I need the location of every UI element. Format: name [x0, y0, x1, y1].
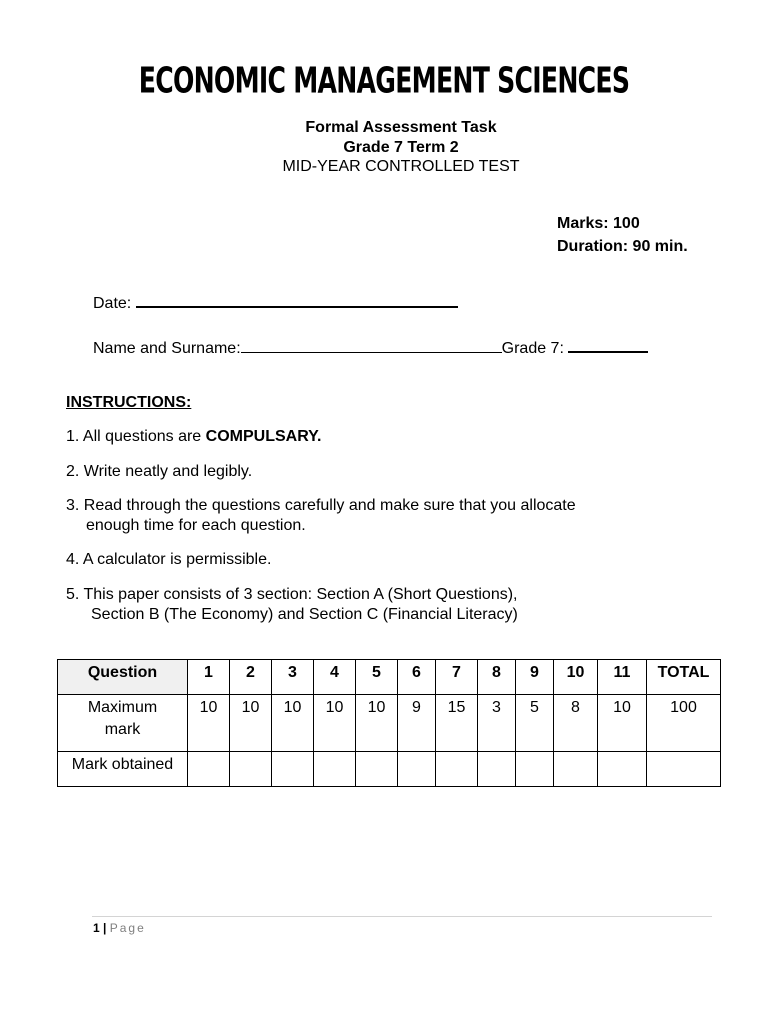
maximum-mark-label: [58, 695, 188, 752]
mark-obtained-cell[interactable]: [356, 752, 398, 787]
max-mark-cell: 10: [272, 695, 314, 752]
question-number: 7: [436, 660, 478, 695]
name-blank[interactable]: [241, 336, 502, 353]
maximum-mark-label-line1: Maximum: [87, 699, 158, 716]
total-marks: Marks: 100: [557, 215, 640, 232]
mark-obtained-cell[interactable]: [314, 752, 356, 787]
name-label: Name and Surname:: [93, 340, 241, 357]
question-number: 10: [554, 660, 598, 695]
mark-obtained-cell[interactable]: [398, 752, 436, 787]
instruction-item-continued: Section B (The Economy) and Section C (Financial Literacy): [91, 606, 518, 623]
instruction-item: 3. Read through the questions carefully and make sure that you allocate: [66, 497, 576, 514]
mark-obtained-label: Mark obtained: [58, 752, 188, 787]
instructions-heading: INSTRUCTIONS:: [66, 394, 192, 411]
total-header: TOTAL: [647, 660, 721, 695]
instruction-item: 4. A calculator is permissible.: [66, 551, 272, 568]
max-total-cell: 100: [647, 695, 721, 752]
question-number: 6: [398, 660, 436, 695]
mark-obtained-cell[interactable]: [188, 752, 230, 787]
question-number: 5: [356, 660, 398, 695]
question-number: 3: [272, 660, 314, 695]
task-type: Formal Assessment Task: [305, 119, 497, 136]
instruction-item: 5. This paper consists of 3 section: Section A (Short Questions),: [66, 586, 518, 603]
document-title: ECONOMIC MANAGEMENT SCIENCES: [138, 60, 630, 103]
duration: Duration: 90 min.: [557, 238, 688, 255]
marks-table: [57, 659, 721, 787]
question-number: 8: [478, 660, 516, 695]
max-mark-cell: 3: [478, 695, 516, 752]
date-label: Date:: [93, 295, 136, 312]
test-name: MID-YEAR CONTROLLED TEST: [282, 158, 520, 175]
grade-blank[interactable]: [568, 335, 648, 353]
max-mark-cell: 10: [356, 695, 398, 752]
footer-divider: [92, 916, 712, 917]
mark-obtained-cell[interactable]: [554, 752, 598, 787]
instruction-item: 2. Write neatly and legibly.: [66, 463, 253, 480]
question-number: 2: [230, 660, 272, 695]
mark-obtained-cell[interactable]: [230, 752, 272, 787]
max-mark-cell: 15: [436, 695, 478, 752]
question-number: 4: [314, 660, 356, 695]
max-mark-cell: 10: [314, 695, 356, 752]
mark-obtained-total-cell[interactable]: [647, 752, 721, 787]
instruction-1-text: 1. All questions are: [66, 428, 206, 445]
max-mark-cell: 8: [554, 695, 598, 752]
question-number: 11: [598, 660, 647, 695]
max-mark-cell: 10: [188, 695, 230, 752]
mark-obtained-cell[interactable]: [478, 752, 516, 787]
mark-obtained-cell[interactable]: [272, 752, 314, 787]
question-number: 9: [516, 660, 554, 695]
date-field: [93, 290, 458, 315]
page-number: 1: [93, 921, 100, 935]
table-row: [58, 752, 721, 787]
max-mark-cell: 10: [230, 695, 272, 752]
mark-obtained-cell[interactable]: [598, 752, 647, 787]
page-separator: |: [99, 921, 110, 935]
name-field: [93, 335, 648, 360]
grade-label: Grade 7:: [501, 340, 569, 357]
instruction-1-emphasis: COMPULSARY.: [205, 428, 322, 445]
question-number: 1: [188, 660, 230, 695]
instruction-item-continued: enough time for each question.: [86, 517, 306, 534]
max-mark-cell: 5: [516, 695, 554, 752]
table-row: [58, 695, 721, 752]
instruction-item: [66, 427, 322, 447]
page-footer: [93, 920, 146, 936]
grade-term: Grade 7 Term 2: [343, 139, 459, 156]
table-header-row: [58, 660, 721, 695]
page-label: Page: [109, 921, 146, 935]
date-blank[interactable]: [136, 290, 458, 308]
mark-obtained-cell[interactable]: [436, 752, 478, 787]
maximum-mark-label-line2: mark: [104, 721, 141, 738]
question-header: Question: [58, 660, 188, 695]
max-mark-cell: 10: [598, 695, 647, 752]
max-mark-cell: 9: [398, 695, 436, 752]
mark-obtained-cell[interactable]: [516, 752, 554, 787]
